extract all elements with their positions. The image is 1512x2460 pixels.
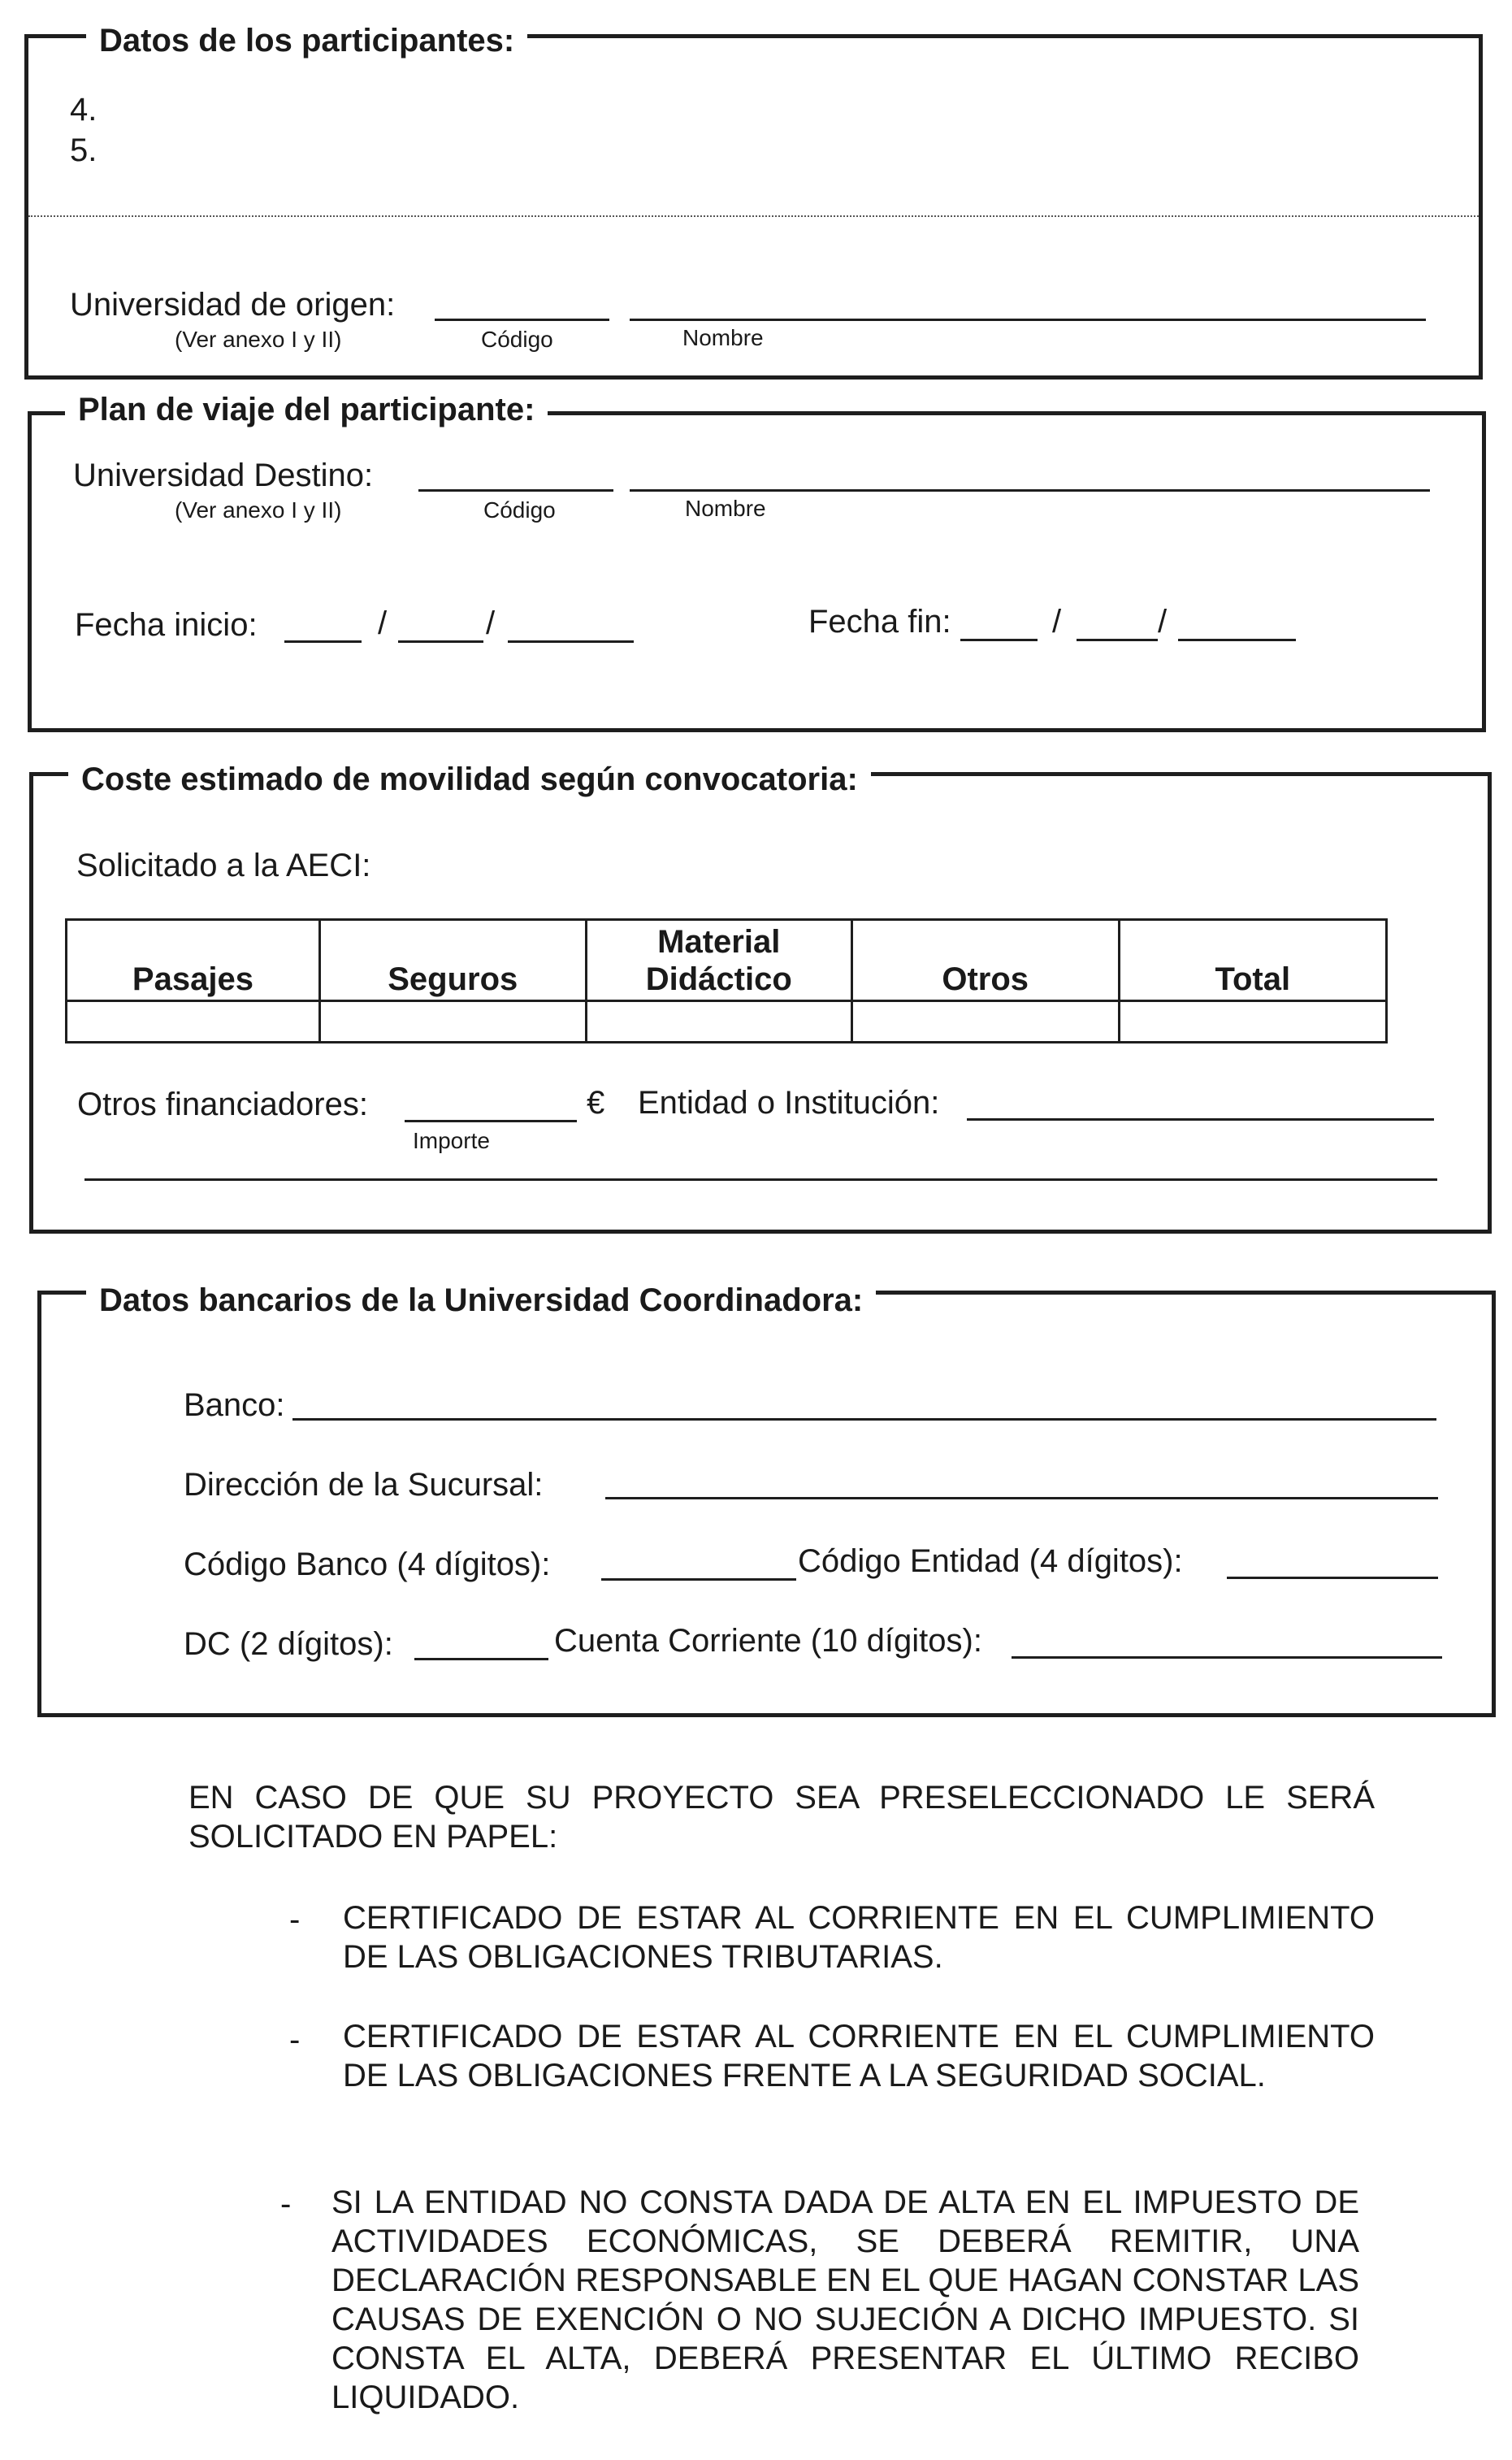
currency-symbol: € xyxy=(587,1085,605,1121)
origin-code-caption: Código xyxy=(481,327,553,352)
entity-code-label: Código Entidad (4 dígitos): xyxy=(798,1543,1183,1579)
start-month-field[interactable] xyxy=(398,640,483,643)
start-slash-1: / xyxy=(378,605,388,641)
end-month-field[interactable] xyxy=(1077,639,1158,641)
destination-name-caption: Nombre xyxy=(685,496,766,521)
otros-input[interactable] xyxy=(851,1001,1119,1043)
dc-label: DC (2 dígitos): xyxy=(184,1626,393,1662)
notice-bullet-3: - xyxy=(280,2186,292,2222)
destination-university-label: Universidad Destino: xyxy=(73,458,374,493)
dotted-separator xyxy=(28,215,1479,217)
participant-row-5: 5. xyxy=(70,132,97,168)
origin-university-label: Universidad de origen: xyxy=(70,287,396,323)
origin-name-caption: Nombre xyxy=(682,325,764,350)
entity-label: Entidad o Institución: xyxy=(638,1085,940,1121)
bank-label: Banco: xyxy=(184,1387,285,1423)
bank-code-label: Código Banco (4 dígitos): xyxy=(184,1547,551,1582)
travel-title: Plan de viaje del participante: xyxy=(65,390,548,429)
start-day-field[interactable] xyxy=(284,640,362,643)
start-slash-2: / xyxy=(486,605,496,641)
participant-row-4: 4. xyxy=(70,92,97,128)
col-seguros: Seguros xyxy=(319,920,586,1001)
notice-intro: EN CASO DE QUE SU PROYECTO SEA PRESELECCIONADO LE SERÁ SOLICITADO EN PAPEL: xyxy=(188,1780,1375,1855)
cost-table-row xyxy=(67,1001,1387,1043)
start-year-field[interactable] xyxy=(508,640,634,643)
destination-name-field[interactable] xyxy=(630,489,1430,492)
destination-code-field[interactable] xyxy=(418,489,613,492)
end-day-field[interactable] xyxy=(960,639,1038,641)
end-slash-2: / xyxy=(1158,604,1168,640)
account-label: Cuenta Corriente (10 dígitos): xyxy=(554,1623,982,1659)
origin-annex-note: (Ver anexo I y II) xyxy=(175,327,342,352)
entity-field[interactable] xyxy=(967,1118,1434,1121)
bank-title: Datos bancarios de la Universidad Coordinadora: xyxy=(86,1281,876,1320)
notice-bullet-1: - xyxy=(289,1902,301,1937)
other-funders-label: Otros financiadores: xyxy=(77,1087,368,1122)
amount-caption: Importe xyxy=(413,1128,490,1153)
entity-field-continued[interactable] xyxy=(84,1178,1437,1181)
entity-code-field[interactable] xyxy=(1227,1577,1438,1579)
material-input[interactable] xyxy=(586,1001,851,1043)
dc-field[interactable] xyxy=(414,1658,548,1660)
cost-table-header xyxy=(67,920,1387,1001)
end-date-label: Fecha fin: xyxy=(808,604,951,640)
branch-label: Dirección de la Sucursal: xyxy=(184,1467,544,1503)
col-material: Material Didáctico xyxy=(586,920,851,1001)
cost-title: Coste estimado de movilidad según convocatoria: xyxy=(68,760,871,799)
participants-title: Datos de los participantes: xyxy=(86,21,527,60)
seguros-input[interactable] xyxy=(319,1001,586,1043)
bank-field[interactable] xyxy=(292,1418,1436,1421)
account-field[interactable] xyxy=(1012,1656,1442,1659)
col-otros: Otros xyxy=(851,920,1119,1001)
bank-code-field[interactable] xyxy=(601,1578,796,1581)
notice-item-1: CERTIFICADO DE ESTAR AL CORRIENTE EN EL CUMPLIMIENTO DE LAS OBLIGACIONES TRIBUTARIAS. xyxy=(343,1900,1375,1975)
origin-code-field[interactable] xyxy=(435,319,609,321)
end-year-field[interactable] xyxy=(1178,639,1296,641)
end-slash-1: / xyxy=(1052,604,1062,640)
col-pasajes: Pasajes xyxy=(67,920,320,1001)
start-date-label: Fecha inicio: xyxy=(75,607,258,643)
total-input[interactable] xyxy=(1119,1001,1386,1043)
pasajes-input[interactable] xyxy=(67,1001,320,1043)
notice-item-2: CERTIFICADO DE ESTAR AL CORRIENTE EN EL CUMPLIMIENTO DE LAS OBLIGACIONES FRENTE A LA SEGURIDAD SOCIAL. xyxy=(343,2019,1375,2093)
notice-bullet-2: - xyxy=(289,2022,301,2058)
destination-code-caption: Código xyxy=(483,497,556,523)
requested-label: Solicitado a la AECI: xyxy=(76,848,371,883)
other-funders-amount-field[interactable] xyxy=(405,1120,577,1122)
origin-name-field[interactable] xyxy=(630,319,1426,321)
notice-item-3: SI LA ENTIDAD NO CONSTA DADA DE ALTA EN EL IMPUESTO DE ACTIVIDADES ECONÓMICAS, SE DEBERÁ REMITIR, UNA DECLARACIÓN RESPONSABLE EN EL QUE HAGAN CONSTAR LAS CAUSAS DE EXENCIÓN O NO SUJECIÓN A DICHO IMPUESTO. SI CONSTA EL ALTA, DEBERÁ PRESENTAR EL ÚLTIMO RECIBO LIQUIDADO. xyxy=(331,2184,1359,2415)
destination-annex-note: (Ver anexo I y II) xyxy=(175,497,342,523)
cost-table xyxy=(65,918,1388,1043)
col-total: Total xyxy=(1119,920,1386,1001)
branch-field[interactable] xyxy=(605,1497,1438,1499)
